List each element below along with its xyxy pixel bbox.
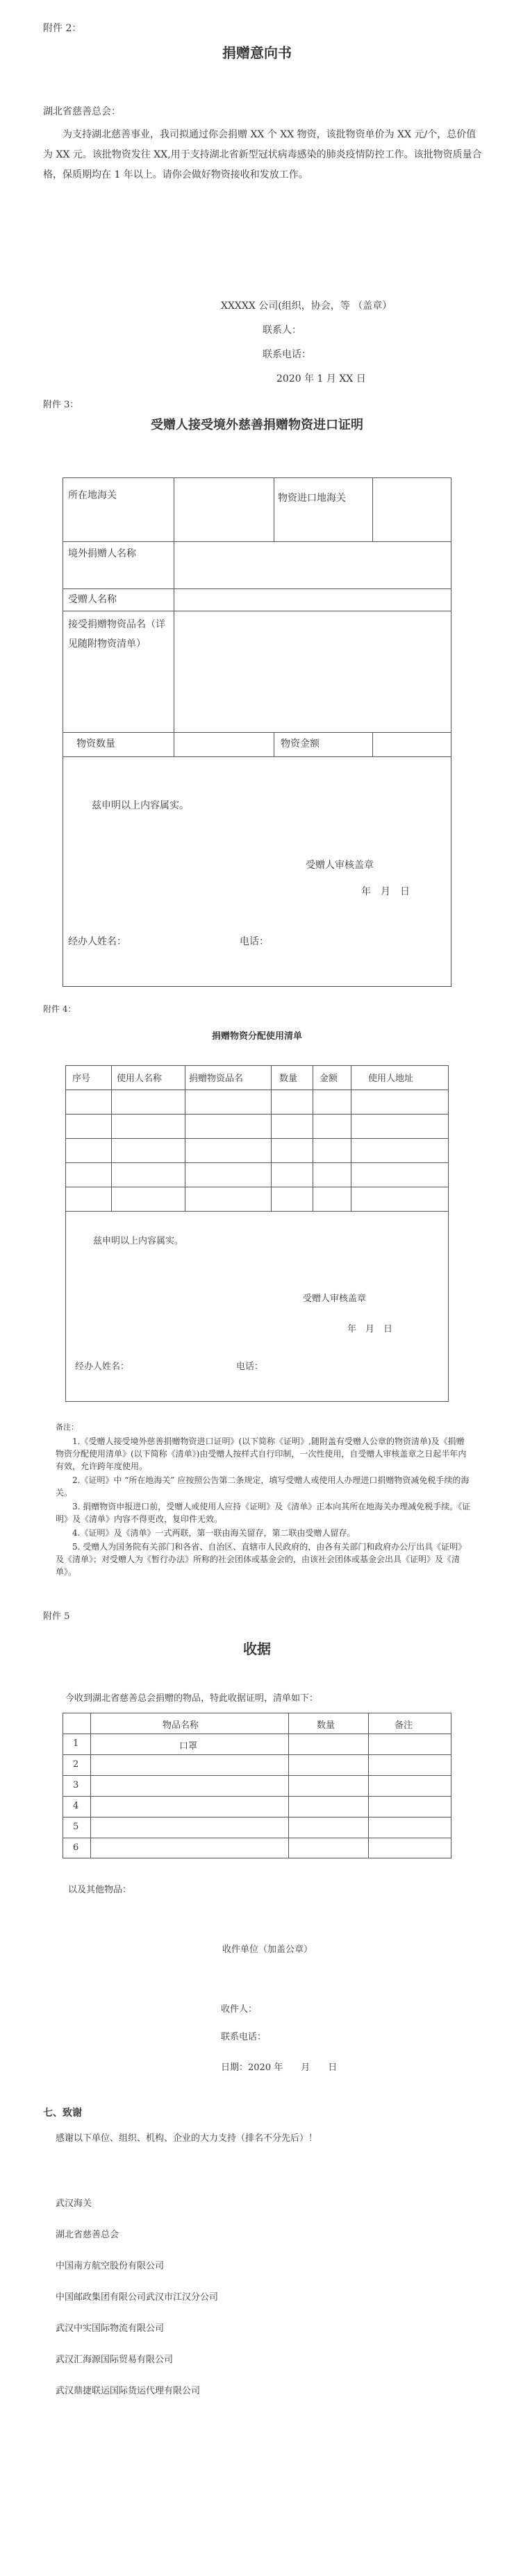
receipt-row-num: 5 (73, 1822, 79, 1832)
attach4-seal: 受赠人审核盖章 (303, 1294, 367, 1304)
cell-customs: 所在地海关 (68, 490, 117, 501)
attach4-ymd: 年 月 日 (347, 1324, 393, 1334)
org-item: 中国邮政集团有限公司武汉市江汉分公司 (56, 2292, 219, 2303)
attach5-unit: 收件单位（加盖公章） (222, 1944, 313, 1955)
org-item: 湖北省慈善总会 (56, 2230, 119, 2240)
attach2-salutation: 湖北省慈善总会： (43, 106, 121, 117)
attach3-handler: 经办人姓名： (68, 936, 126, 947)
org-item: 武汉汇海源国际贸易有限公司 (56, 2355, 174, 2365)
attach5-other: 以及其他物品： (68, 1885, 132, 1895)
receipt-row-num: 1 (73, 1738, 79, 1749)
attach5-receiver: 收件人： (221, 2004, 258, 2015)
org-item: 武汉中实国际物流有限公司 (56, 2323, 165, 2334)
note-3: 3. 捐赠物资申报进口前，受赠人或使用人应持《证明》及《清单》正本向其所在地海关办理减免税手续。《证明》及《清单》内容不得更改，复印件无效。 (56, 1502, 471, 1524)
attach3-ymd: 年 月 日 (361, 886, 410, 897)
attach5-phone: 联系电话： (221, 2032, 267, 2042)
thanks-title: 七、致谢 (43, 2108, 82, 2119)
receipt-table (63, 1713, 451, 1858)
attach5-intro: 今收到湖北省慈善总会捐赠的物品，特此收据证明，清单如下： (65, 1693, 319, 1704)
cell-recipient: 受赠人名称 (68, 594, 117, 605)
note-1: 1.《受赠人接受境外慈善捐赠物资进口证明》(以下简称《证明》,随附盖有受赠人公章的物资清单)及《捐赠物资分配使用清单》(以下简称《清单》)由受赠人按样式自行印制，一次性使用，自受赠人审核盖章之日起半年内有效，允许跨年度使用。 (56, 1437, 467, 1471)
attach5-label: 附件 5 (43, 1611, 70, 1622)
attach3-label: 附件 3： (43, 400, 79, 410)
cell-goods: 接受捐赠物资品名（详见随附物资清单） (68, 619, 165, 650)
attach2-title: 捐赠意向书 (222, 44, 292, 61)
attach4-title: 捐赠物资分配使用清单 (211, 1031, 302, 1042)
receipt-row-num: 2 (73, 1759, 79, 1770)
attach4-handler: 经办人姓名： (75, 1362, 130, 1372)
attach3-title: 受赠人接受境外慈善捐赠物资进口证明 (151, 418, 363, 432)
receipt-row-num: 4 (73, 1801, 79, 1811)
attach2-company: XXXXX 公司(组织，协会，等 （盖章） (221, 300, 392, 312)
attach5-date: 日期：2020 年 月 日 (221, 2062, 338, 2073)
receipt-row-name: 口罩 (179, 1741, 198, 1752)
attach2-label: 附件 2： (43, 23, 82, 34)
col-qty: 数量 (279, 1074, 298, 1084)
cell-amount: 物资金额 (281, 738, 320, 749)
receipt-col-note: 备注 (395, 1720, 413, 1731)
attach2-body: 为支持湖北慈善事业，我司拟通过你会捐赠 XX 个 XX 物资，该批物资单价为 XX 元/个，总价值为 XX 元。该批物资发往 XX,用于支持湖北省新型冠状病毒感染的肺炎疫情防控工作。该批物资质量合格，保质期均在 1 年以上。请你会做好物资接收和发放工作。 (43, 129, 482, 180)
receipt-row-num: 6 (73, 1842, 79, 1853)
attach3-seal: 受赠人审核盖章 (306, 860, 374, 871)
attach2-phone: 联系电话： (263, 349, 311, 360)
col-address: 使用人地址 (368, 1074, 414, 1084)
org-item: 武汉鼎捷联运国际货运代理有限公司 (56, 2386, 201, 2396)
attach4-declare: 兹申明以上内容属实。 (93, 1236, 184, 1246)
thanks-intro: 感谢以下单位、组织、机构、企业的大力支持（排名不分先后）！ (56, 2133, 318, 2144)
attach5-title: 收据 (243, 1641, 271, 1657)
attach3-declare: 兹申明以上内容属实。 (92, 800, 189, 811)
col-amount: 金额 (320, 1074, 338, 1084)
cell-donor: 境外捐赠人名称 (68, 548, 136, 559)
notes-title: 备注： (56, 1423, 78, 1432)
note-5: 5. 受赠人为国务院有关部门和各省、自治区、直辖市人民政府的，由各有关部门和政府办公厅出具《证明》及《清单》；对受赠人为《暂行办法》所称的社会团体或基金会的，由该社会团体或基金会出具《证明》及《清单》。 (56, 1542, 467, 1577)
receipt-col-qty: 数量 (317, 1720, 335, 1731)
receipt-row-num: 3 (73, 1780, 79, 1790)
attach2-date: 2020 年 1 月 XX 日 (276, 373, 366, 384)
col-goods: 捐赠物资品名 (189, 1074, 244, 1084)
attach4-label: 附件 4： (43, 1004, 76, 1014)
org-item: 武汉海关 (56, 2198, 92, 2209)
cell-port: 物资进口地海关 (278, 493, 346, 504)
receipt-col-name: 物品名称 (163, 1720, 199, 1731)
cell-qty: 物资数量 (76, 738, 115, 749)
attach3-tel: 电话： (240, 936, 269, 947)
note-2: 2.《证明》中 “所在地海关” 应按照公告第二条规定，填写受赠人或使用人办理进口捐赠物资减免税手续的海关。 (56, 1475, 470, 1498)
note-4: 4.《证明》及《清单》一式两联，第一联由海关留存，第二联由受赠人留存。 (72, 1528, 356, 1538)
attach4-tel: 电话： (236, 1362, 264, 1372)
col-user: 使用人名称 (117, 1074, 163, 1084)
col-seq: 序号 (72, 1074, 91, 1084)
org-item: 中国南方航空股份有限公司 (56, 2261, 165, 2271)
attach2-contact: 联系人： (263, 325, 301, 336)
